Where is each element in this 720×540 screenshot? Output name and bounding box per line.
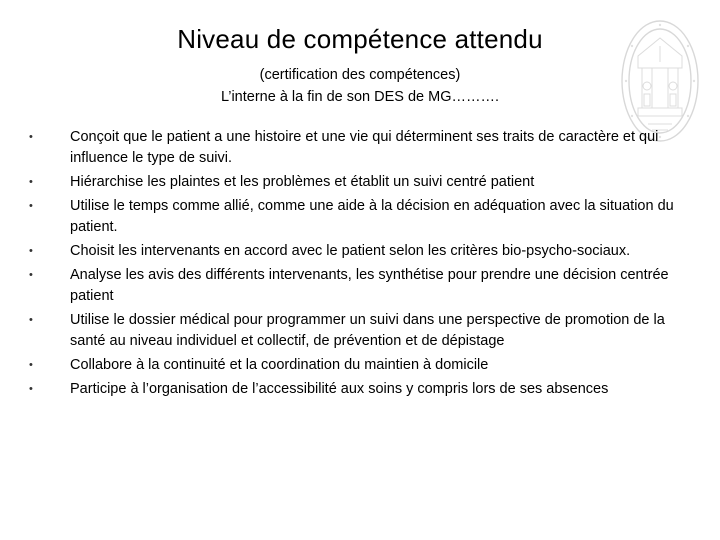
subtitle-line-2: L’interne à la fin de son DES de MG………. <box>220 89 500 105</box>
list-item-text: Analyse les avis des différents intervenants, les synthétise pour prendre une décision centrée patient <box>70 267 669 304</box>
slide-title: Niveau de compétence attendu <box>177 24 543 54</box>
list-item-text: Utilise le dossier médical pour programmer un suivi dans une perspective de promotion de la santé au niveau individuel et collectif, de prévention et de dépistage <box>70 312 665 349</box>
bullet-icon: • <box>29 200 33 212</box>
bullet-icon: • <box>29 269 33 281</box>
list-item <box>0 265 720 307</box>
list-item <box>0 310 720 352</box>
bullet-icon: • <box>29 176 33 188</box>
bullet-icon: • <box>29 359 33 371</box>
competence-list <box>0 127 720 403</box>
list-item-text: Collabore à la continuité et la coordination du maintien à domicile <box>70 357 489 373</box>
list-item <box>0 241 720 262</box>
list-item-text: Hiérarchise les plaintes et les problèmes et établit un suivi centré patient <box>70 174 535 190</box>
list-item <box>0 127 720 169</box>
bullet-icon: • <box>29 245 33 257</box>
list-item-text: Participe à l’organisation de l’accessibilité aux soins y compris lors de ses absences <box>70 381 609 397</box>
bullet-icon: • <box>29 314 33 326</box>
list-item <box>0 355 720 376</box>
bullet-icon: • <box>29 383 33 395</box>
bullet-icon: • <box>29 131 33 143</box>
list-item-text: Conçoit que le patient a une histoire et une vie qui déterminent ses traits de caractère et qui influence le type de suivi. <box>70 129 659 166</box>
list-item <box>0 379 720 400</box>
list-item <box>0 172 720 193</box>
slide-subtitle <box>0 64 720 108</box>
list-item-text: Choisit les intervenants en accord avec le patient selon les critères bio-psycho-sociaux. <box>70 243 631 259</box>
list-item-text: Utilise le temps comme allié, comme une aide à la décision en adéquation avec la situation du patient. <box>70 198 674 235</box>
list-item <box>0 196 720 238</box>
subtitle-line-1: (certification des compétences) <box>259 67 461 83</box>
